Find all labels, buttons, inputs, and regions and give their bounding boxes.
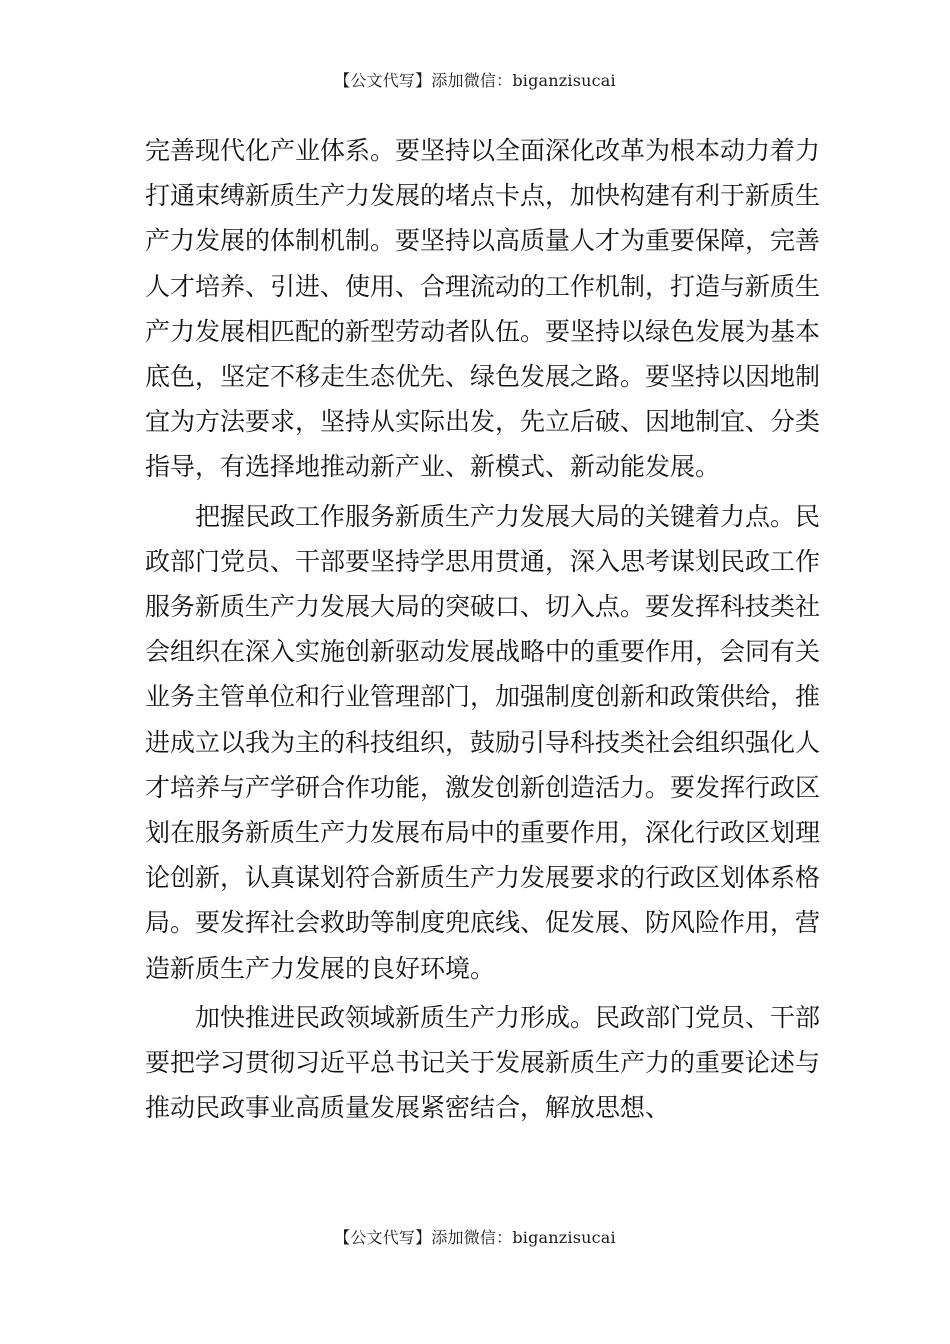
page-header: 【公文代写】添加微信：biganzisucai: [334, 71, 616, 90]
page-footer: 【公文代写】添加微信：biganzisucai: [334, 1228, 616, 1247]
document-body: [145, 128, 820, 1134]
paragraph: 加快推进民政领域新质生产力形成。民政部门党员、干部要把学习贯彻习近平总书记关于发展新质生产力的重要论述与推动民政事业高质量发展紧密结合，解放思想、: [145, 1002, 821, 1123]
paragraph: 完善现代化产业体系。要坚持以全面深化改革为根本动力着力打通束缚新质生产力发展的堵点卡点，加快构建有利于新质生产力发展的体制机制。要坚持以高质量人才为重要保障，完善人才培养、引进、使用、合理流动的工作机制，打造与新质生产力发展相匹配的新型劳动者队伍。要坚持以绿色发展为基本底色，坚定不移走生态优先、绿色发展之路。要坚持以因地制宜为方法要求，坚持从实际出发，先立后破、因地制宜、分类指导，有选择地推动新产业、新模式、新动能发展。: [145, 136, 821, 482]
paragraph: 把握民政工作服务新质生产力发展大局的关键着力点。民政部门党员、干部要坚持学思用贯通，深入思考谋划民政工作服务新质生产力发展大局的突破口、切入点。要发挥科技类社会组织在深入实施创新驱动发展战略中的重要作用，会同有关业务主管单位和行业管理部门，加强制度创新和政策供给，推进成立以我为主的科技组织，鼓励引导科技类社会组织强化人才培养与产学研合作功能，激发创新创造活力。要发挥行政区划在服务新质生产力发展布局中的重要作用，深化行政区划理论创新，认真谋划符合新质生产力发展要求的行政区划体系格局。要发挥社会救助等制度兜底线、促发展、防风险作用，营造新质生产力发展的良好环境。: [145, 501, 821, 983]
